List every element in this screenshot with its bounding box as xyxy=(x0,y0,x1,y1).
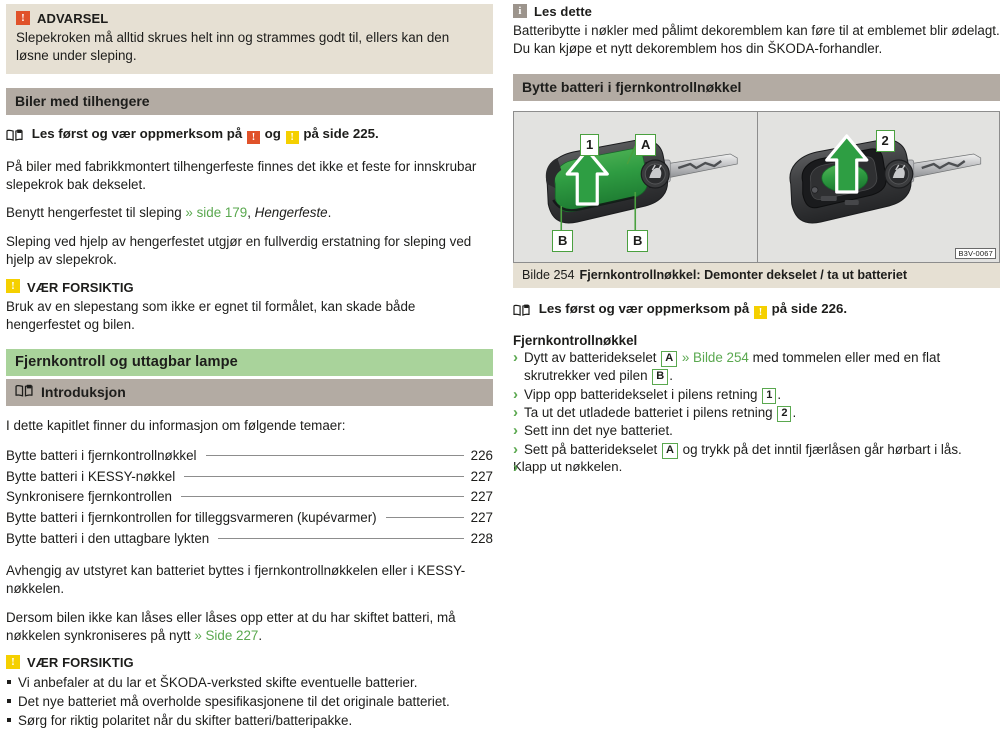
reference-box-A: A xyxy=(662,443,678,459)
inline-caution-icon-2: ! xyxy=(754,306,767,319)
book-icon-introduction xyxy=(15,384,33,400)
steps-subheading: Fjernkontrollnøkkel xyxy=(513,332,638,348)
step-text: Sett inn det nye batteriet. xyxy=(524,423,673,439)
step-text: . xyxy=(669,368,673,384)
toc-leader xyxy=(386,517,464,518)
read-first-text-pre: Les først og vær oppmerksom på xyxy=(31,125,246,141)
caution-exclamation-icon: ! xyxy=(6,279,20,293)
figure-panel-right xyxy=(757,112,1000,262)
step-text: og trykk på det inntil fjærlåsen går hørbart i lås. xyxy=(678,441,962,457)
section-heading-trailers xyxy=(6,88,493,115)
section-heading-introduction-label: Introduksjon xyxy=(41,384,126,401)
list-item: Sørg for riktig polaritet når du skifter batteri/batteripakke. xyxy=(6,711,493,730)
para2-pre: Benytt hengerfestet til sleping xyxy=(6,205,186,221)
read-first-text-mid: og xyxy=(260,125,285,141)
note-text: Batteribytte i nøkler med pålimt dekoremblem kan føre til at emblemet blir ødelagt. Du kan kjøpe et nytt dekoremblem hos din ŠKODA-forhandler. xyxy=(513,23,1000,56)
toc-label: Bytte batteri i fjernkontrollen for tilleggsvarmeren (kupévarmer) xyxy=(6,510,377,526)
toc-label: Bytte batteri i KESSY-nøkkel xyxy=(6,468,176,484)
warning-box-advarsel xyxy=(6,4,493,74)
caution-2-header xyxy=(6,655,493,670)
toc-entry[interactable] xyxy=(6,487,493,508)
toc-label: Synkronisere fjernkontrollen xyxy=(6,489,172,505)
table-of-contents xyxy=(6,446,493,549)
caution-2-bullet-list xyxy=(6,673,493,730)
warning-exclamation-icon: ! xyxy=(16,11,30,25)
read-first-notice-2 xyxy=(513,300,1000,320)
procedure-step-5 xyxy=(513,441,1000,459)
list-item: Det nye batteriet må overholde spesifikasjonene til det originale batteriet. xyxy=(6,692,493,711)
inline-caution-icon: ! xyxy=(286,131,299,144)
toc-leader xyxy=(184,476,463,477)
toc-entry[interactable] xyxy=(6,529,493,550)
toc-entry[interactable] xyxy=(6,467,493,488)
cross-reference-link-bilde254[interactable]: » Bilde 254 xyxy=(678,349,749,365)
step-text: Klapp ut nøkkelen. xyxy=(513,459,623,475)
para5-pre: Dersom bilen ikke kan låses eller låses opp etter at du har skiftet batteri, må nøkkelen synkroniseres på nytt xyxy=(6,609,456,643)
figure-caption-text: Fjernkontrollnøkkel: Demonter dekselet / ta ut batteriet xyxy=(579,267,908,282)
book-icon xyxy=(6,128,23,145)
info-icon: i xyxy=(513,4,527,18)
figure-caption-number: Bilde 254 xyxy=(522,267,575,282)
toc-leader xyxy=(181,496,464,497)
procedure-step-1 xyxy=(513,349,1000,386)
figure-callout-B-left: B xyxy=(552,230,573,252)
paragraph-resync xyxy=(6,609,493,645)
section-heading-trailers-label: Biler med tilhengere xyxy=(15,92,150,109)
step-text: Sett på batteridekselet xyxy=(524,441,661,457)
paragraph-use-towbar xyxy=(6,204,493,222)
reference-box-A: A xyxy=(661,351,677,367)
figure-reference-code: B3V-0067 xyxy=(955,248,996,259)
caution-1-header xyxy=(6,280,493,295)
note-header xyxy=(513,4,1000,19)
list-item: Vi anbefaler at du lar et ŠKODA-verksted skifte eventuelle batterier. xyxy=(6,673,493,692)
toc-entry[interactable] xyxy=(6,446,493,467)
step-text: . xyxy=(792,405,797,421)
toc-page-number: 226 xyxy=(470,448,493,464)
caution-2-title: VÆR FORSIKTIG xyxy=(27,655,134,671)
caution-1-text: Bruk av en slepestang som ikke er egnet til formålet, kan skade både hengerfestet og bilen. xyxy=(6,298,416,332)
reference-box-B: B xyxy=(652,369,668,385)
figure-remote-key xyxy=(513,111,1000,263)
chapter-heading-remote-control xyxy=(6,349,493,376)
read-first-2-pre: Les først og vær oppmerksom på xyxy=(538,300,753,316)
step-text: Ta ut det utladede batteriet i pilens retning xyxy=(524,405,777,421)
toc-label: Bytte batteri i fjernkontrollnøkkel xyxy=(6,448,197,464)
figure-callout-B-right: B xyxy=(627,230,648,252)
caution-box-2 xyxy=(6,655,493,730)
step-text: med tommelen eller med en flat skrutrekker ved pilen xyxy=(524,349,941,384)
right-column xyxy=(513,0,1000,652)
toc-page-number: 227 xyxy=(470,510,493,526)
toc-page-number: 228 xyxy=(470,530,493,546)
caution-box-1 xyxy=(6,280,493,334)
intro-lead-line: I dette kapitlet finner du informasjon om følgende temaer: xyxy=(6,418,346,434)
caution-exclamation-icon-2: ! xyxy=(6,655,20,669)
read-first-text-post: på side 225. xyxy=(299,125,379,141)
step-text: . xyxy=(777,386,782,402)
para2-italic: Hengerfeste xyxy=(254,205,328,221)
figure-callout-1: 1 xyxy=(580,134,599,156)
procedure-step-list xyxy=(513,349,1000,474)
para2-post: . xyxy=(327,205,332,221)
procedure-step-3 xyxy=(513,404,1000,422)
para2-mid: , xyxy=(247,205,255,221)
left-column xyxy=(6,0,493,729)
toc-page-number: 227 xyxy=(470,468,493,484)
chapter-heading-label: Fjernkontroll og uttagbar lampe xyxy=(15,354,238,371)
section-heading-change-battery xyxy=(513,74,1000,101)
figure-callout-2: 2 xyxy=(876,130,895,152)
read-first-2-post: på side 226. xyxy=(767,300,848,316)
note-title: Les dette xyxy=(534,4,592,19)
cross-reference-link-side179[interactable]: » side 179 xyxy=(185,205,248,221)
reference-box-1: 1 xyxy=(762,388,776,404)
toc-entry[interactable] xyxy=(6,508,493,529)
warning-header xyxy=(16,11,483,26)
reference-box-2: 2 xyxy=(777,406,791,422)
section-heading-change-battery-label: Bytte batteri i fjernkontrollnøkkel xyxy=(522,78,742,95)
paragraph-battery-location: Avhengig av utstyret kan batteriet byttes i fjernkontrollnøkkelen eller i KESSY-nøkkelen. xyxy=(6,563,466,597)
cross-reference-link-side227[interactable]: » Side 227 xyxy=(194,627,259,643)
step-text: Dytt av batteridekselet xyxy=(524,349,661,365)
toc-label: Bytte batteri i den uttagbare lykten xyxy=(6,530,210,546)
toc-page-number: 227 xyxy=(470,489,493,505)
book-icon-2 xyxy=(513,303,530,320)
procedure-step-2 xyxy=(513,386,1000,404)
procedure-step-4 xyxy=(513,422,1000,440)
figure-callout-A: A xyxy=(635,134,656,156)
paragraph-factory-towbar: På biler med fabrikkmontert tilhengerfeste finnes det ikke et feste for innskrubar slepekrok bak dekselet. xyxy=(6,158,477,192)
paragraph-towing-equivalent: Sleping ved hjelp av hengerfestet utgjør en fullverdig erstatning for sleping ved hjelp av slepekrok. xyxy=(6,234,472,267)
read-first-notice-1 xyxy=(6,125,493,145)
figure-caption xyxy=(513,263,1000,288)
warning-title: ADVARSEL xyxy=(37,11,109,26)
toc-leader xyxy=(218,538,463,539)
inline-warning-icon: ! xyxy=(247,131,260,144)
figure-panel-left xyxy=(514,112,757,262)
para5-post: . xyxy=(258,627,263,643)
toc-leader xyxy=(206,455,464,456)
step-text: Vipp opp batteridekselet i pilens retning xyxy=(524,386,762,402)
caution-1-title: VÆR FORSIKTIG xyxy=(27,279,134,295)
warning-text: Slepekroken må alltid skrues helt inn og strammes godt til, ellers kan den løsne under sleping. xyxy=(16,30,450,63)
section-heading-introduction xyxy=(6,379,493,406)
note-box-les-dette xyxy=(513,4,1000,58)
